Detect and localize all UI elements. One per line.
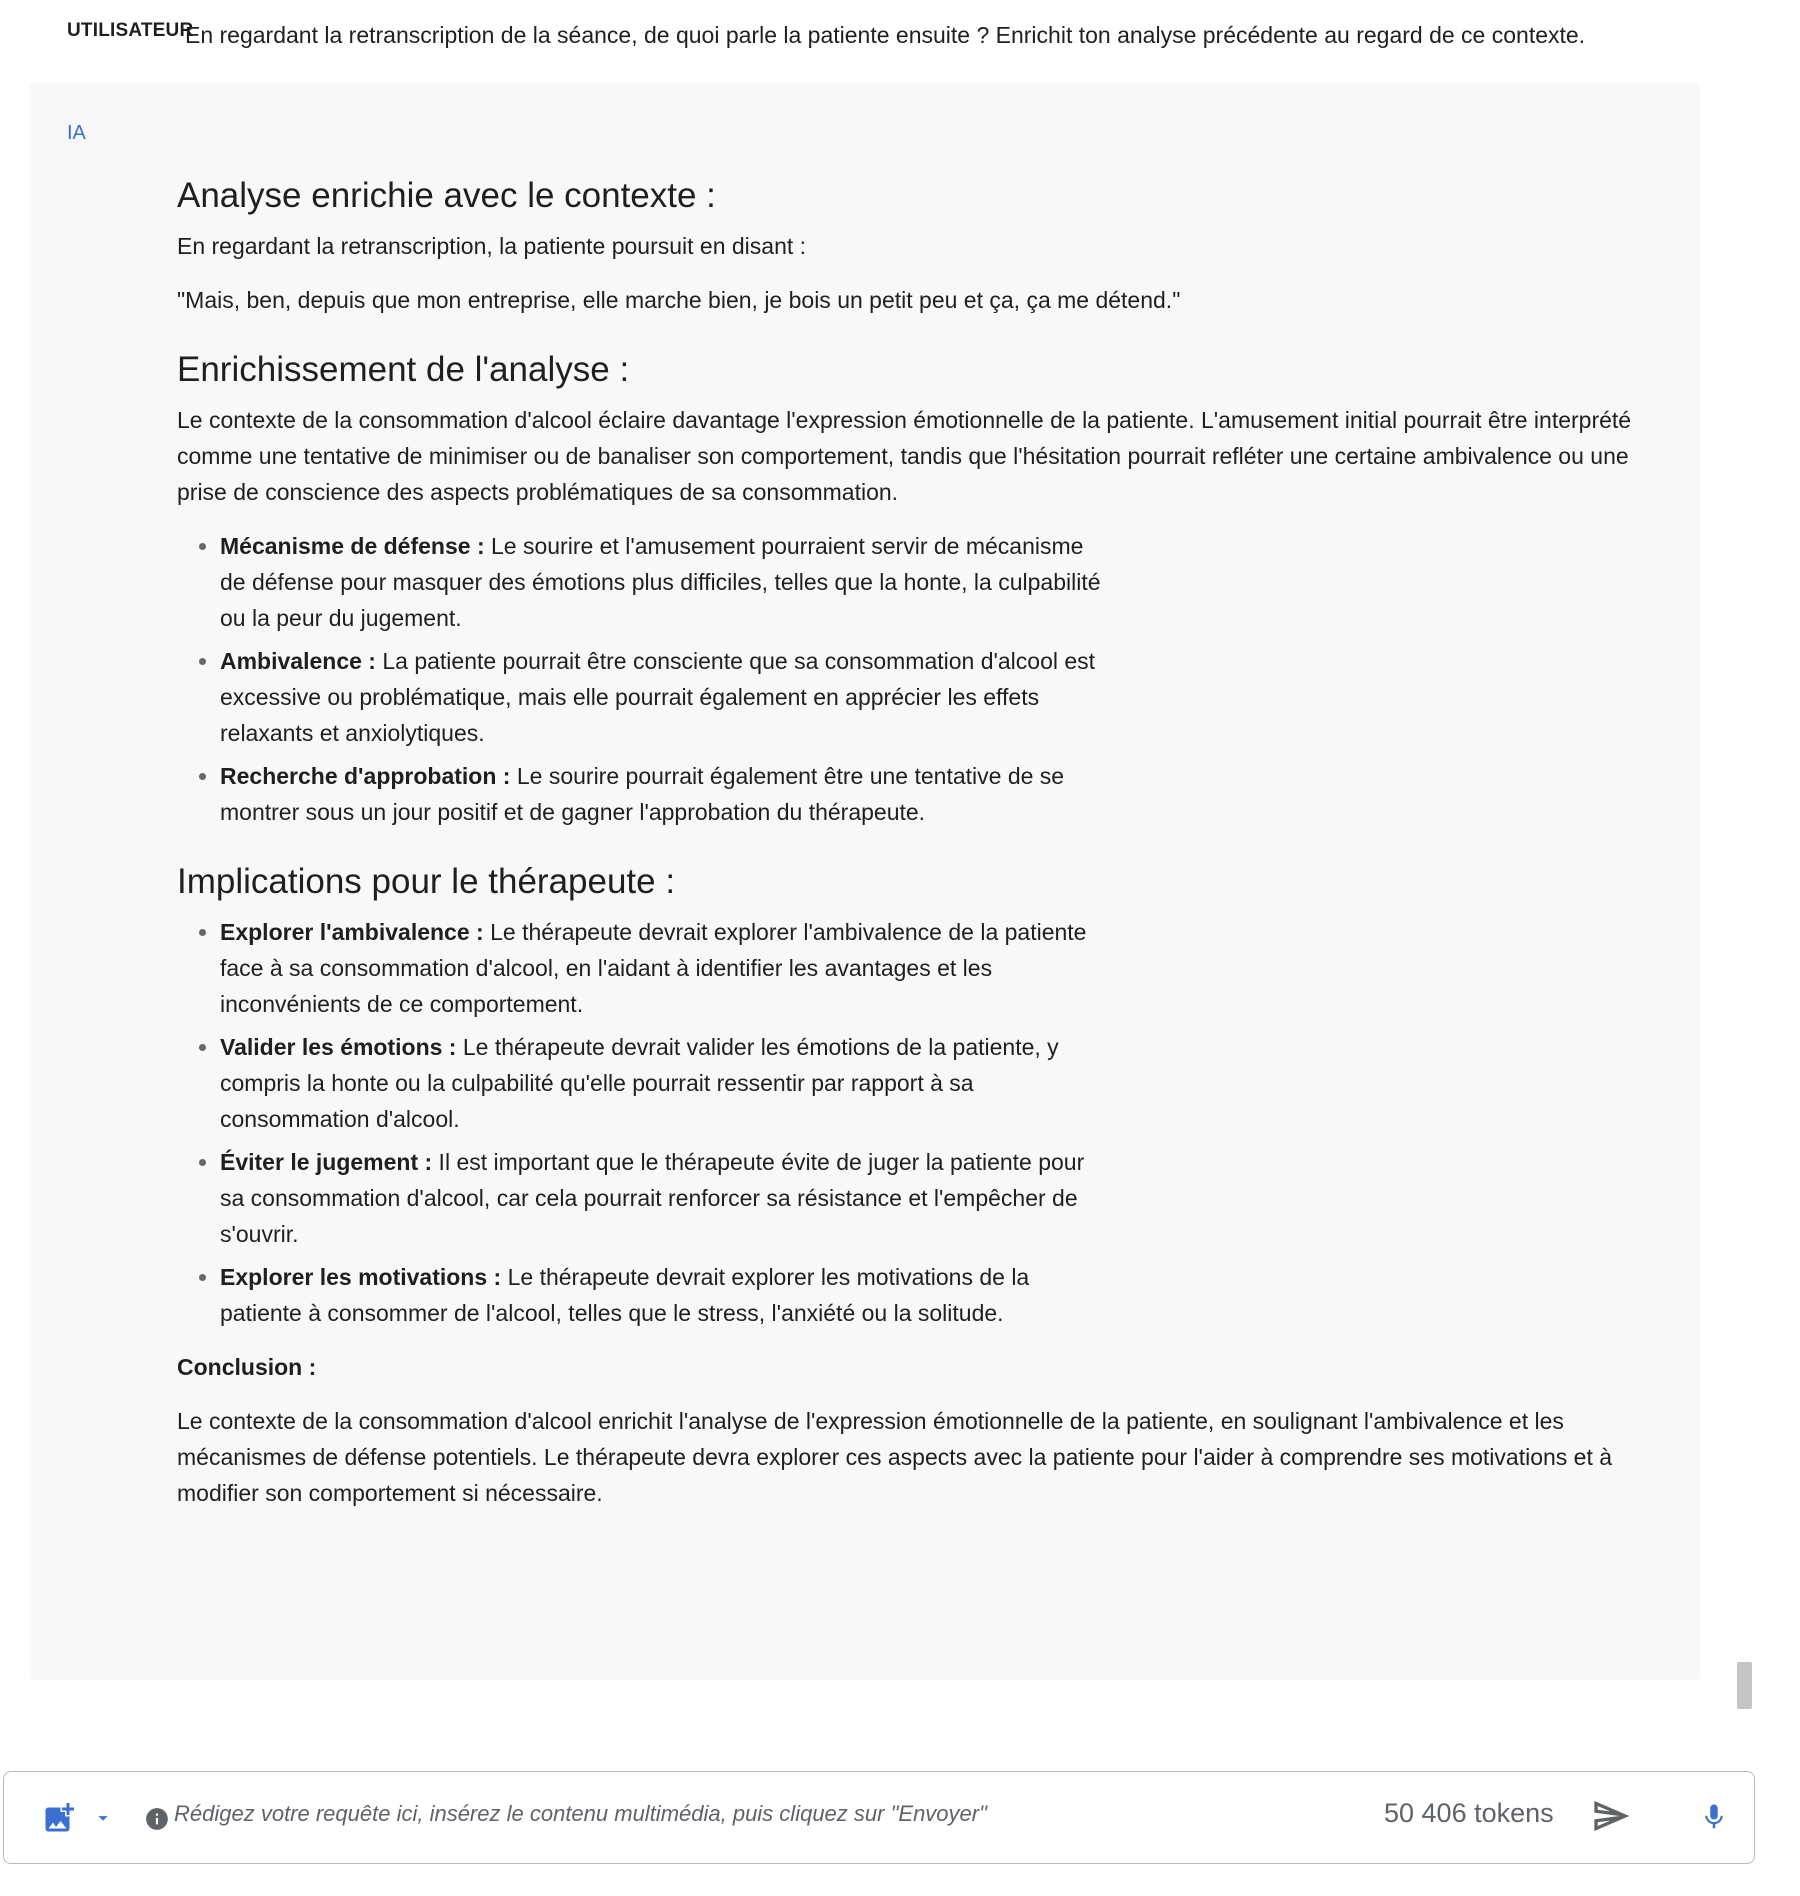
list-item <box>220 528 1112 636</box>
list-item <box>220 643 1112 751</box>
list-item-label: Explorer l'ambivalence : <box>220 919 484 945</box>
list-item-label: Éviter le jugement : <box>220 1149 433 1175</box>
user-message <box>0 0 1800 70</box>
ai-role-label: IA <box>67 122 86 144</box>
section-heading-implications: Implications pour le thérapeute : <box>177 862 676 901</box>
enrichment-list <box>177 528 1112 830</box>
ai-message-card <box>30 82 1700 1680</box>
scrollbar-thumb[interactable] <box>1737 1662 1752 1709</box>
prompt-input[interactable]: Rédigez votre requête ici, insérez le contenu multimédia, puis cliquez sur "Envoyer" <box>174 1801 987 1826</box>
list-item-label: Mécanisme de défense : <box>220 533 485 559</box>
section-heading-enrichment: Enrichissement de l'analyse : <box>177 350 630 389</box>
list-item <box>220 758 1112 830</box>
list-item-label: Ambivalence : <box>220 648 376 674</box>
ai-message-content <box>177 174 1667 1511</box>
list-item <box>220 914 1112 1022</box>
list-item <box>220 1144 1112 1252</box>
list-item-label: Explorer les motivations : <box>220 1264 502 1290</box>
info-icon[interactable] <box>144 1806 170 1832</box>
list-item <box>220 1029 1112 1137</box>
list-item-text: Il est important que le thérapeute évite de juger la patiente pour sa consommation d'alcool, car cela pourrait renforcer sa résistance et l'empêcher de s'ouvrir. <box>220 1149 1085 1247</box>
list-item-text: Le thérapeute devrait valider les émotions de la patiente, y compris la honte ou la culpabilité qu'elle pourrait ressentir par rapport à sa consommation d'alcool. <box>220 1034 1059 1132</box>
analysis-title: Analyse enrichie avec le contexte : <box>177 176 716 215</box>
enrichment-paragraph: Le contexte de la consommation d'alcool éclaire davantage l'expression émotionnelle de la patiente. L'amusement initial pourrait être interprété comme une tentative de minimiser ou de banaliser son comportement, tandis que l'hésitation pourrait refléter une certaine ambivalence ou une prise de conscience des aspects problématiques de sa consommation. <box>177 407 1632 505</box>
list-item <box>220 1259 1112 1331</box>
implications-list <box>177 914 1112 1331</box>
add-image-icon[interactable] <box>41 1800 77 1836</box>
prompt-composer <box>3 1771 1755 1864</box>
microphone-icon[interactable] <box>1699 1802 1729 1832</box>
list-item-text: Le thérapeute devrait explorer l'ambivalence de la patiente face à sa consommation d'alcool, en l'aidant à identifier les avantages et les inconvénients de ce comportement. <box>220 919 1087 1017</box>
user-message-text: En regardant la retranscription de la séance, de quoi parle la patiente ensuite ? Enrichit ton analyse précédente au regard de ce contexte. <box>185 22 1586 48</box>
intro-paragraph: En regardant la retranscription, la patiente poursuit en disant : <box>177 233 807 259</box>
user-role-label: UTILISATEUR <box>67 20 194 41</box>
conclusion-label <box>177 1349 1667 1385</box>
token-counter: 50 406 tokens <box>1384 1798 1554 1828</box>
chevron-down-icon[interactable] <box>92 1807 114 1829</box>
list-item-text: Le sourire et l'amusement pourraient servir de mécanisme de défense pour masquer des émotions plus difficiles, telles que la honte, la culpabilité ou la peur du jugement. <box>220 533 1101 631</box>
list-item-text: Le sourire pourrait également être une tentative de se montrer sous un jour positif et de gagner l'approbation du thérapeute. <box>220 763 1065 825</box>
conclusion-paragraph: Le contexte de la consommation d'alcool enrichit l'analyse de l'expression émotionnelle de la patiente, en soulignant l'ambivalence et les mécanismes de défense potentiels. Le thérapeute devra explorer ces aspects avec la patiente pour l'aider à comprendre ses motivations et à modifier son comportement si nécessaire. <box>177 1408 1613 1506</box>
list-item-label: Valider les émotions : <box>220 1034 457 1060</box>
list-item-text: La patiente pourrait être consciente que sa consommation d'alcool est excessive ou problématique, mais elle pourrait également en apprécier les effets relaxants et anxiolytiques. <box>220 648 1096 746</box>
list-item-label: Recherche d'approbation : <box>220 763 511 789</box>
send-icon[interactable] <box>1591 1796 1631 1836</box>
conclusion-label-text: Conclusion : <box>177 1354 317 1380</box>
list-item-text: Le thérapeute devrait explorer les motivations de la patiente à consommer de l'alcool, telles que le stress, l'anxiété ou la solitude. <box>220 1264 1030 1326</box>
patient-quote: "Mais, ben, depuis que mon entreprise, elle marche bien, je bois un petit peu et ça, ça me détend." <box>177 287 1181 313</box>
